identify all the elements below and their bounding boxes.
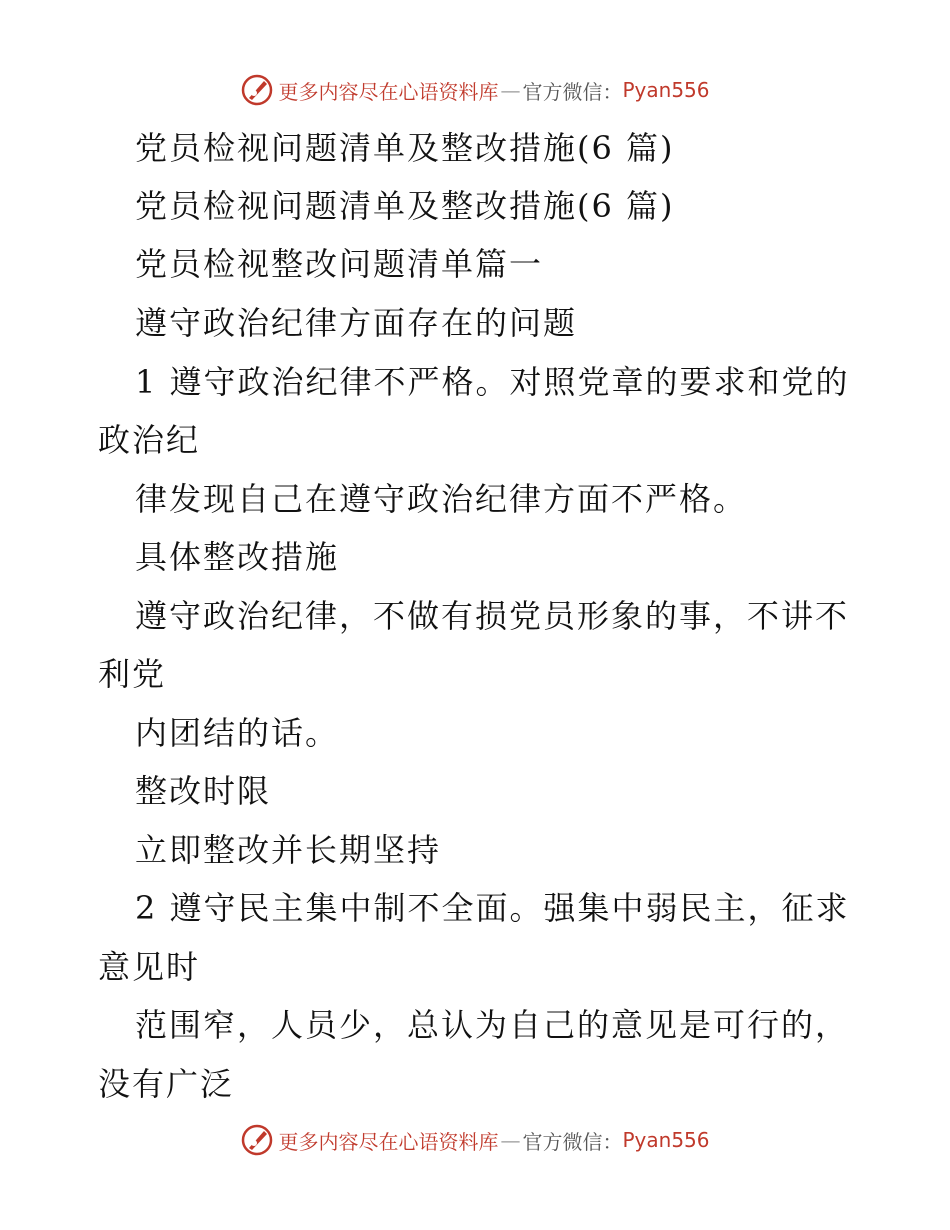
paragraph-line: 遵守政治纪律，不做有损党员形象的事，不讲不	[135, 597, 850, 635]
section-heading: 党员检视整改问题清单篇一	[135, 245, 544, 283]
paragraph-line: 利党	[98, 655, 167, 693]
banner-account: Pyan556	[622, 1128, 710, 1152]
paragraph-line: 1 遵守政治纪律不严格。对照党章的要求和党的	[135, 363, 850, 401]
paragraph-line: 具体整改措施	[135, 538, 340, 576]
banner-account: Pyan556	[622, 78, 710, 102]
paragraph-line: 2 遵守民主集中制不全面。强集中弱民主，征求	[135, 889, 850, 927]
banner-wechat-label: 官方微信：	[522, 1129, 623, 1154]
banner-text: 更多内容尽在心语资料库	[278, 1129, 499, 1154]
footer-banner	[0, 1120, 950, 1160]
banner-separator: —	[500, 1128, 521, 1152]
quill-pen-logo-icon	[240, 73, 274, 107]
banner-text: 更多内容尽在心语资料库	[278, 79, 499, 104]
paragraph-line: 意见时	[98, 948, 201, 986]
paragraph-line: 范围窄，人员少，总认为自己的意见是可行的，	[135, 1006, 850, 1044]
banner-separator: —	[500, 78, 521, 102]
header-banner	[0, 70, 950, 110]
quill-pen-logo-icon	[240, 1123, 274, 1157]
paragraph-line: 律发现自己在遵守政治纪律方面不严格。	[135, 480, 748, 518]
paragraph-line: 政治纪	[98, 421, 201, 459]
paragraph-line: 内团结的话。	[135, 714, 340, 752]
paragraph-line: 整改时限	[135, 772, 272, 810]
paragraph-line: 遵守政治纪律方面存在的问题	[135, 304, 578, 342]
banner-wechat-label: 官方微信：	[522, 79, 623, 104]
paragraph-line: 没有广泛	[98, 1065, 235, 1103]
doc-title: 党员检视问题清单及整改措施(6 篇)	[135, 129, 675, 167]
paragraph-line: 立即整改并长期坚持	[135, 831, 442, 869]
doc-title-repeat: 党员检视问题清单及整改措施(6 篇)	[135, 187, 675, 225]
